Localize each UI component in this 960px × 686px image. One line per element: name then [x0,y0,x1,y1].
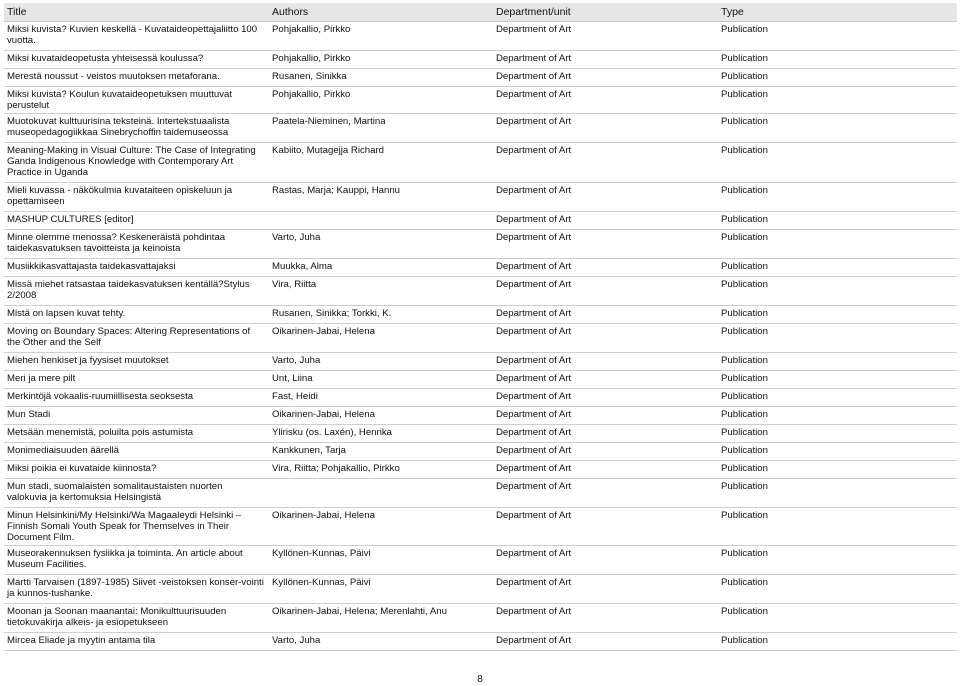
cell-title: Mistä on lapsen kuvat tehty. [4,306,269,324]
cell-authors: Paatela-Nieminen, Martina [269,114,493,143]
cell-authors: Rastas, Marja; Kauppi, Hannu [269,183,493,212]
cell-type: Publication [718,443,957,461]
publications-table [4,3,957,651]
cell-type: Publication [718,143,957,183]
cell-type: Publication [718,479,957,508]
cell-department: Department of Art [493,51,718,69]
table-row [4,353,957,371]
cell-title: Museorakennuksen fysiikka ja toiminta. An article about Museum Facilities. [4,546,269,575]
cell-title: Miksi poikia ei kuvataide kiinnosta? [4,461,269,479]
cell-authors: Muukka, Alma [269,259,493,277]
cell-title: Mieli kuvassa - näkökulmia kuvataiteen opiskeluun ja opettamiseen [4,183,269,212]
cell-type: Publication [718,546,957,575]
cell-title: Martti Tarvaisen (1897-1985) Siivet -veistoksen konser-vointi ja kunnos-tushanke. [4,575,269,604]
cell-title: Moving on Boundary Spaces: Altering Representations of the Other and the Self [4,324,269,353]
table-row [4,371,957,389]
cell-type: Publication [718,69,957,87]
table-row [4,230,957,259]
cell-type: Publication [718,22,957,51]
cell-type: Publication [718,277,957,306]
cell-title: Mun stadi, suomalaisten somalitaustaisten nuorten valokuvia ja kertomuksia Helsingistä [4,479,269,508]
cell-department: Department of Art [493,371,718,389]
cell-title: Minun Helsinkini/My Helsinki/Wa Magaaleydi Helsinki – Finnish Somali Youth Speak for Themselves in Their Document Film. [4,508,269,546]
cell-title: Metsään menemistä, poluilta pois astumista [4,425,269,443]
table-row [4,183,957,212]
cell-authors: Kyllönen-Kunnas, Päivi [269,575,493,604]
publications-page [4,3,957,651]
cell-type: Publication [718,407,957,425]
cell-title: Merestä noussut - veistos muutoksen metaforana. [4,69,269,87]
cell-title: Minne olemme menossa? Keskeneräistä pohdintaa taidekasvatuksen tavoitteista ja keinoista [4,230,269,259]
cell-type: Publication [718,259,957,277]
cell-authors [269,479,493,508]
table-row [4,51,957,69]
table-row [4,508,957,546]
table-header-row [4,3,957,22]
cell-authors: Ylirisku (os. Laxén), Henrika [269,425,493,443]
table-row [4,461,957,479]
cell-title: Muotokuvat kulttuurisina teksteinä. Intertekstuaalista museopedagogiikkaa Sinebrychoffin taidemuseossa [4,114,269,143]
cell-type: Publication [718,508,957,546]
cell-authors: Rusanen, Sinikka [269,69,493,87]
cell-title: Merkintöjä vokaalis-ruumiillisesta seoksesta [4,389,269,407]
table-row [4,22,957,51]
cell-type: Publication [718,306,957,324]
table-row [4,443,957,461]
cell-type: Publication [718,575,957,604]
table-row [4,389,957,407]
cell-authors: Oikarinen-Jabai, Helena; Merenlahti, Anu [269,604,493,633]
table-row [4,425,957,443]
cell-department: Department of Art [493,508,718,546]
cell-department: Department of Art [493,407,718,425]
table-row [4,277,957,306]
cell-department: Department of Art [493,114,718,143]
cell-title: Miksi kuvataideopetusta yhteisessä koulussa? [4,51,269,69]
table-row [4,604,957,633]
cell-department: Department of Art [493,425,718,443]
table-row [4,407,957,425]
table-row [4,306,957,324]
cell-department: Department of Art [493,546,718,575]
cell-authors: Varto, Juha [269,353,493,371]
cell-authors: Pohjakallio, Pirkko [269,51,493,69]
cell-title: MASHUP CULTURES [editor] [4,212,269,230]
cell-department: Department of Art [493,277,718,306]
cell-department: Department of Art [493,389,718,407]
cell-department: Department of Art [493,306,718,324]
cell-authors: Varto, Juha [269,230,493,259]
cell-authors: Pohjakallio, Pirkko [269,87,493,114]
cell-department: Department of Art [493,212,718,230]
cell-type: Publication [718,389,957,407]
table-row [4,546,957,575]
cell-authors: Unt, Liina [269,371,493,389]
cell-type: Publication [718,230,957,259]
cell-authors [269,212,493,230]
cell-authors: Vira, Riitta; Pohjakallio, Pirkko [269,461,493,479]
cell-type: Publication [718,51,957,69]
cell-department: Department of Art [493,259,718,277]
cell-department: Department of Art [493,69,718,87]
cell-type: Publication [718,371,957,389]
table-row [4,479,957,508]
cell-department: Department of Art [493,353,718,371]
cell-department: Department of Art [493,183,718,212]
cell-type: Publication [718,114,957,143]
cell-title: Mircea Eliade ja myytin antama tila [4,633,269,651]
cell-title: Missä miehet ratsastaa taidekasvatuksen kentällä?Stylus 2/2008 [4,277,269,306]
cell-department: Department of Art [493,87,718,114]
cell-department: Department of Art [493,633,718,651]
table-row [4,212,957,230]
cell-title: Miksi kuvista? Kuvien keskellä - Kuvataideopettajaliitto 100 vuotta. [4,22,269,51]
cell-title: Meri ja mere pilt [4,371,269,389]
cell-authors: Oikarinen-Jabai, Helena [269,508,493,546]
cell-type: Publication [718,604,957,633]
cell-title: Musiikkikasvattajasta taidekasvattajaksi [4,259,269,277]
cell-type: Publication [718,183,957,212]
cell-authors: Varto, Juha [269,633,493,651]
table-row [4,575,957,604]
cell-authors: Rusanen, Sinikka; Torkki, K. [269,306,493,324]
cell-department: Department of Art [493,443,718,461]
cell-type: Publication [718,633,957,651]
page-number: 8 [477,674,483,685]
cell-authors: Oikarinen-Jabai, Helena [269,407,493,425]
cell-department: Department of Art [493,461,718,479]
cell-type: Publication [718,212,957,230]
cell-title: Mun Stadi [4,407,269,425]
table-row [4,87,957,114]
cell-authors: Fast, Heidi [269,389,493,407]
column-header-authors: Authors [269,3,493,22]
cell-department: Department of Art [493,604,718,633]
cell-title: Meaning-Making in Visual Culture: The Case of Integrating Ganda Indigenous Knowledge with Contemporary Art Practice in Uganda [4,143,269,183]
cell-department: Department of Art [493,22,718,51]
cell-title: Miksi kuvista? Koulun kuvataideopetuksen muuttuvat perustelut [4,87,269,114]
cell-department: Department of Art [493,230,718,259]
table-row [4,143,957,183]
cell-title: Moonan ja Soonan maanantai: Monikulttuurisuuden tietokuvakirja alkeis- ja esiopetukseen [4,604,269,633]
cell-authors: Kyllönen-Kunnas, Päivi [269,546,493,575]
cell-type: Publication [718,324,957,353]
table-row [4,259,957,277]
cell-authors: Pohjakallio, Pirkko [269,22,493,51]
table-row [4,114,957,143]
cell-authors: Kabiito, Mutagejja Richard [269,143,493,183]
cell-department: Department of Art [493,143,718,183]
cell-department: Department of Art [493,324,718,353]
cell-type: Publication [718,461,957,479]
table-row [4,69,957,87]
cell-department: Department of Art [493,575,718,604]
column-header-type: Type [718,3,957,22]
cell-authors: Oikarinen-Jabai, Helena [269,324,493,353]
cell-type: Publication [718,87,957,114]
column-header-department: Department/unit [493,3,718,22]
cell-title: Monimediaisuuden äärellä [4,443,269,461]
cell-authors: Vira, Riitta [269,277,493,306]
cell-type: Publication [718,353,957,371]
cell-type: Publication [718,425,957,443]
table-body [4,22,957,651]
column-header-title: Title [4,3,269,22]
cell-authors: Kankkunen, Tarja [269,443,493,461]
cell-department: Department of Art [493,479,718,508]
table-row [4,324,957,353]
cell-title: Miehen henkiset ja fyysiset muutokset [4,353,269,371]
table-row [4,633,957,651]
